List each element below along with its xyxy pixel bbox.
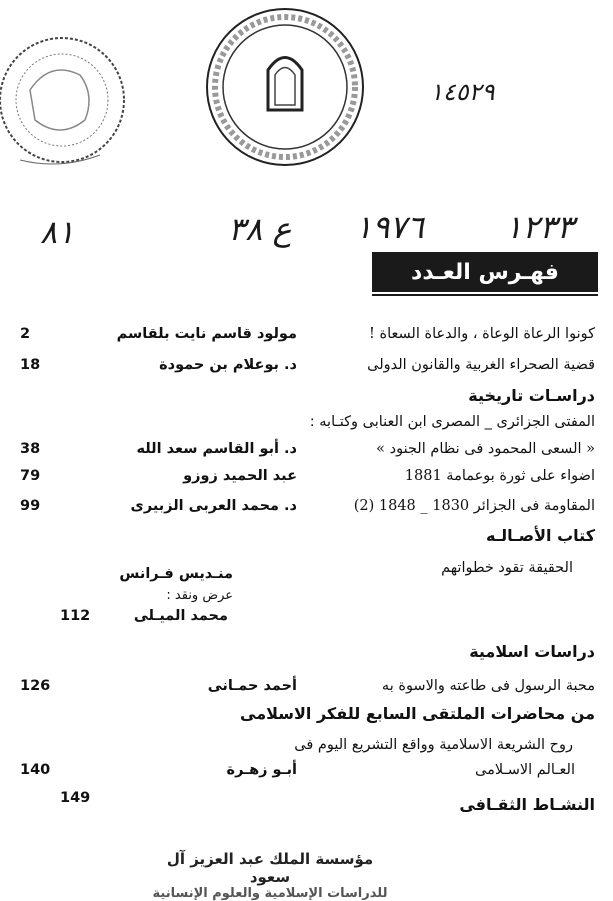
- toc-entry: [20, 351, 595, 379]
- entry-author: د. بوعلام بن حمودة: [159, 357, 297, 373]
- entry-author: منـديس فـرانس: [119, 566, 233, 582]
- handwritten-ref-4: ٨١: [40, 213, 75, 251]
- stamp-line-1: مؤسسة الملك عبد العزيز آل سعود: [166, 850, 374, 886]
- handwritten-ref-3: ع ٣٨: [228, 210, 292, 248]
- handwritten-accession-number: ١٤٥٢٩: [430, 78, 495, 106]
- entry-title: محبة الرسول فى طاعته والاسوة به: [381, 678, 595, 694]
- library-stamp-center: [200, 5, 370, 170]
- entry-page: 112: [60, 608, 91, 624]
- section-heading-culture: النشـاط الثقـافى: [459, 795, 595, 814]
- institution-stamp: [150, 850, 390, 900]
- library-stamp-left: [0, 20, 130, 190]
- entry-title: قضية الصحراء الغربية والقانون الدولى: [367, 357, 595, 373]
- entry-author: مولود قاسم نايت بلقاسم: [116, 326, 297, 342]
- entry-title: اضواء على ثورة بوعمامة 1881: [404, 468, 595, 484]
- handwritten-ref-1: ١٢٣٣: [505, 208, 574, 246]
- entry-title: روح الشريعة الاسلامية وواقع التشريع اليوم فى: [294, 737, 573, 753]
- entry-author: أحمد حمـانى: [207, 678, 297, 694]
- toc-entry: [20, 672, 595, 700]
- toc-entry: [20, 435, 595, 463]
- entry-page: 79: [20, 468, 41, 484]
- section-heading-seminar: من محاضرات الملتقى السابع للفكر الاسلامى: [240, 704, 595, 723]
- section-heading-book: كتاب الأصـالـه: [485, 526, 595, 545]
- entry-author: د. أبو القاسم سعد الله: [136, 441, 297, 457]
- entry-page: 99: [20, 498, 41, 514]
- entry-author: عبد الحميد زوزو: [183, 468, 297, 484]
- entry-page: 18: [20, 357, 41, 373]
- review-label: عرض ونقد :: [166, 588, 233, 603]
- entry-title-cont: « السعى المحمود فى نظام الجنود »: [376, 441, 595, 457]
- toc-entry: [20, 492, 595, 520]
- entry-author: د. محمد العربى الزبيرى: [130, 498, 297, 514]
- entry-author: أبـو زهـرة: [226, 762, 297, 778]
- entry-page: 126: [20, 678, 51, 694]
- entry-title: كونوا الرعاة الوعاة ، والدعاة السعاة !: [369, 326, 595, 342]
- entry-page: 149: [60, 790, 91, 806]
- entry-page: 140: [20, 762, 51, 778]
- section-heading-islamic: دراسات اسلامية: [469, 642, 595, 661]
- handwritten-ref-2: ١٩٧٦: [355, 208, 424, 246]
- entry-page: 38: [20, 441, 41, 457]
- toc-header: فهـرس العـدد: [372, 252, 598, 292]
- header-underline: [372, 294, 598, 296]
- entry-title: المفتى الجزائرى _ المصرى ابن العنابى وكتـابه :: [309, 414, 595, 430]
- entry-page: 2: [20, 326, 31, 342]
- entry-title: المقاومة فى الجزائر 1830 _ 1848 (2): [353, 498, 595, 514]
- entry-title: الحقيقة تقود خطواتهم: [441, 560, 573, 576]
- toc-entry: [20, 462, 595, 490]
- section-heading-history: دراسـات تاريخية: [468, 386, 595, 405]
- entry-title-cont: العـالم الاسـلامى: [475, 762, 575, 778]
- stamp-line-2: للدراسات الإسلامية والعلوم الإنسانية: [152, 886, 388, 901]
- toc-entry: [20, 320, 595, 348]
- toc-entry: [20, 756, 595, 784]
- entry-reviewer: محمد الميـلى: [133, 608, 228, 624]
